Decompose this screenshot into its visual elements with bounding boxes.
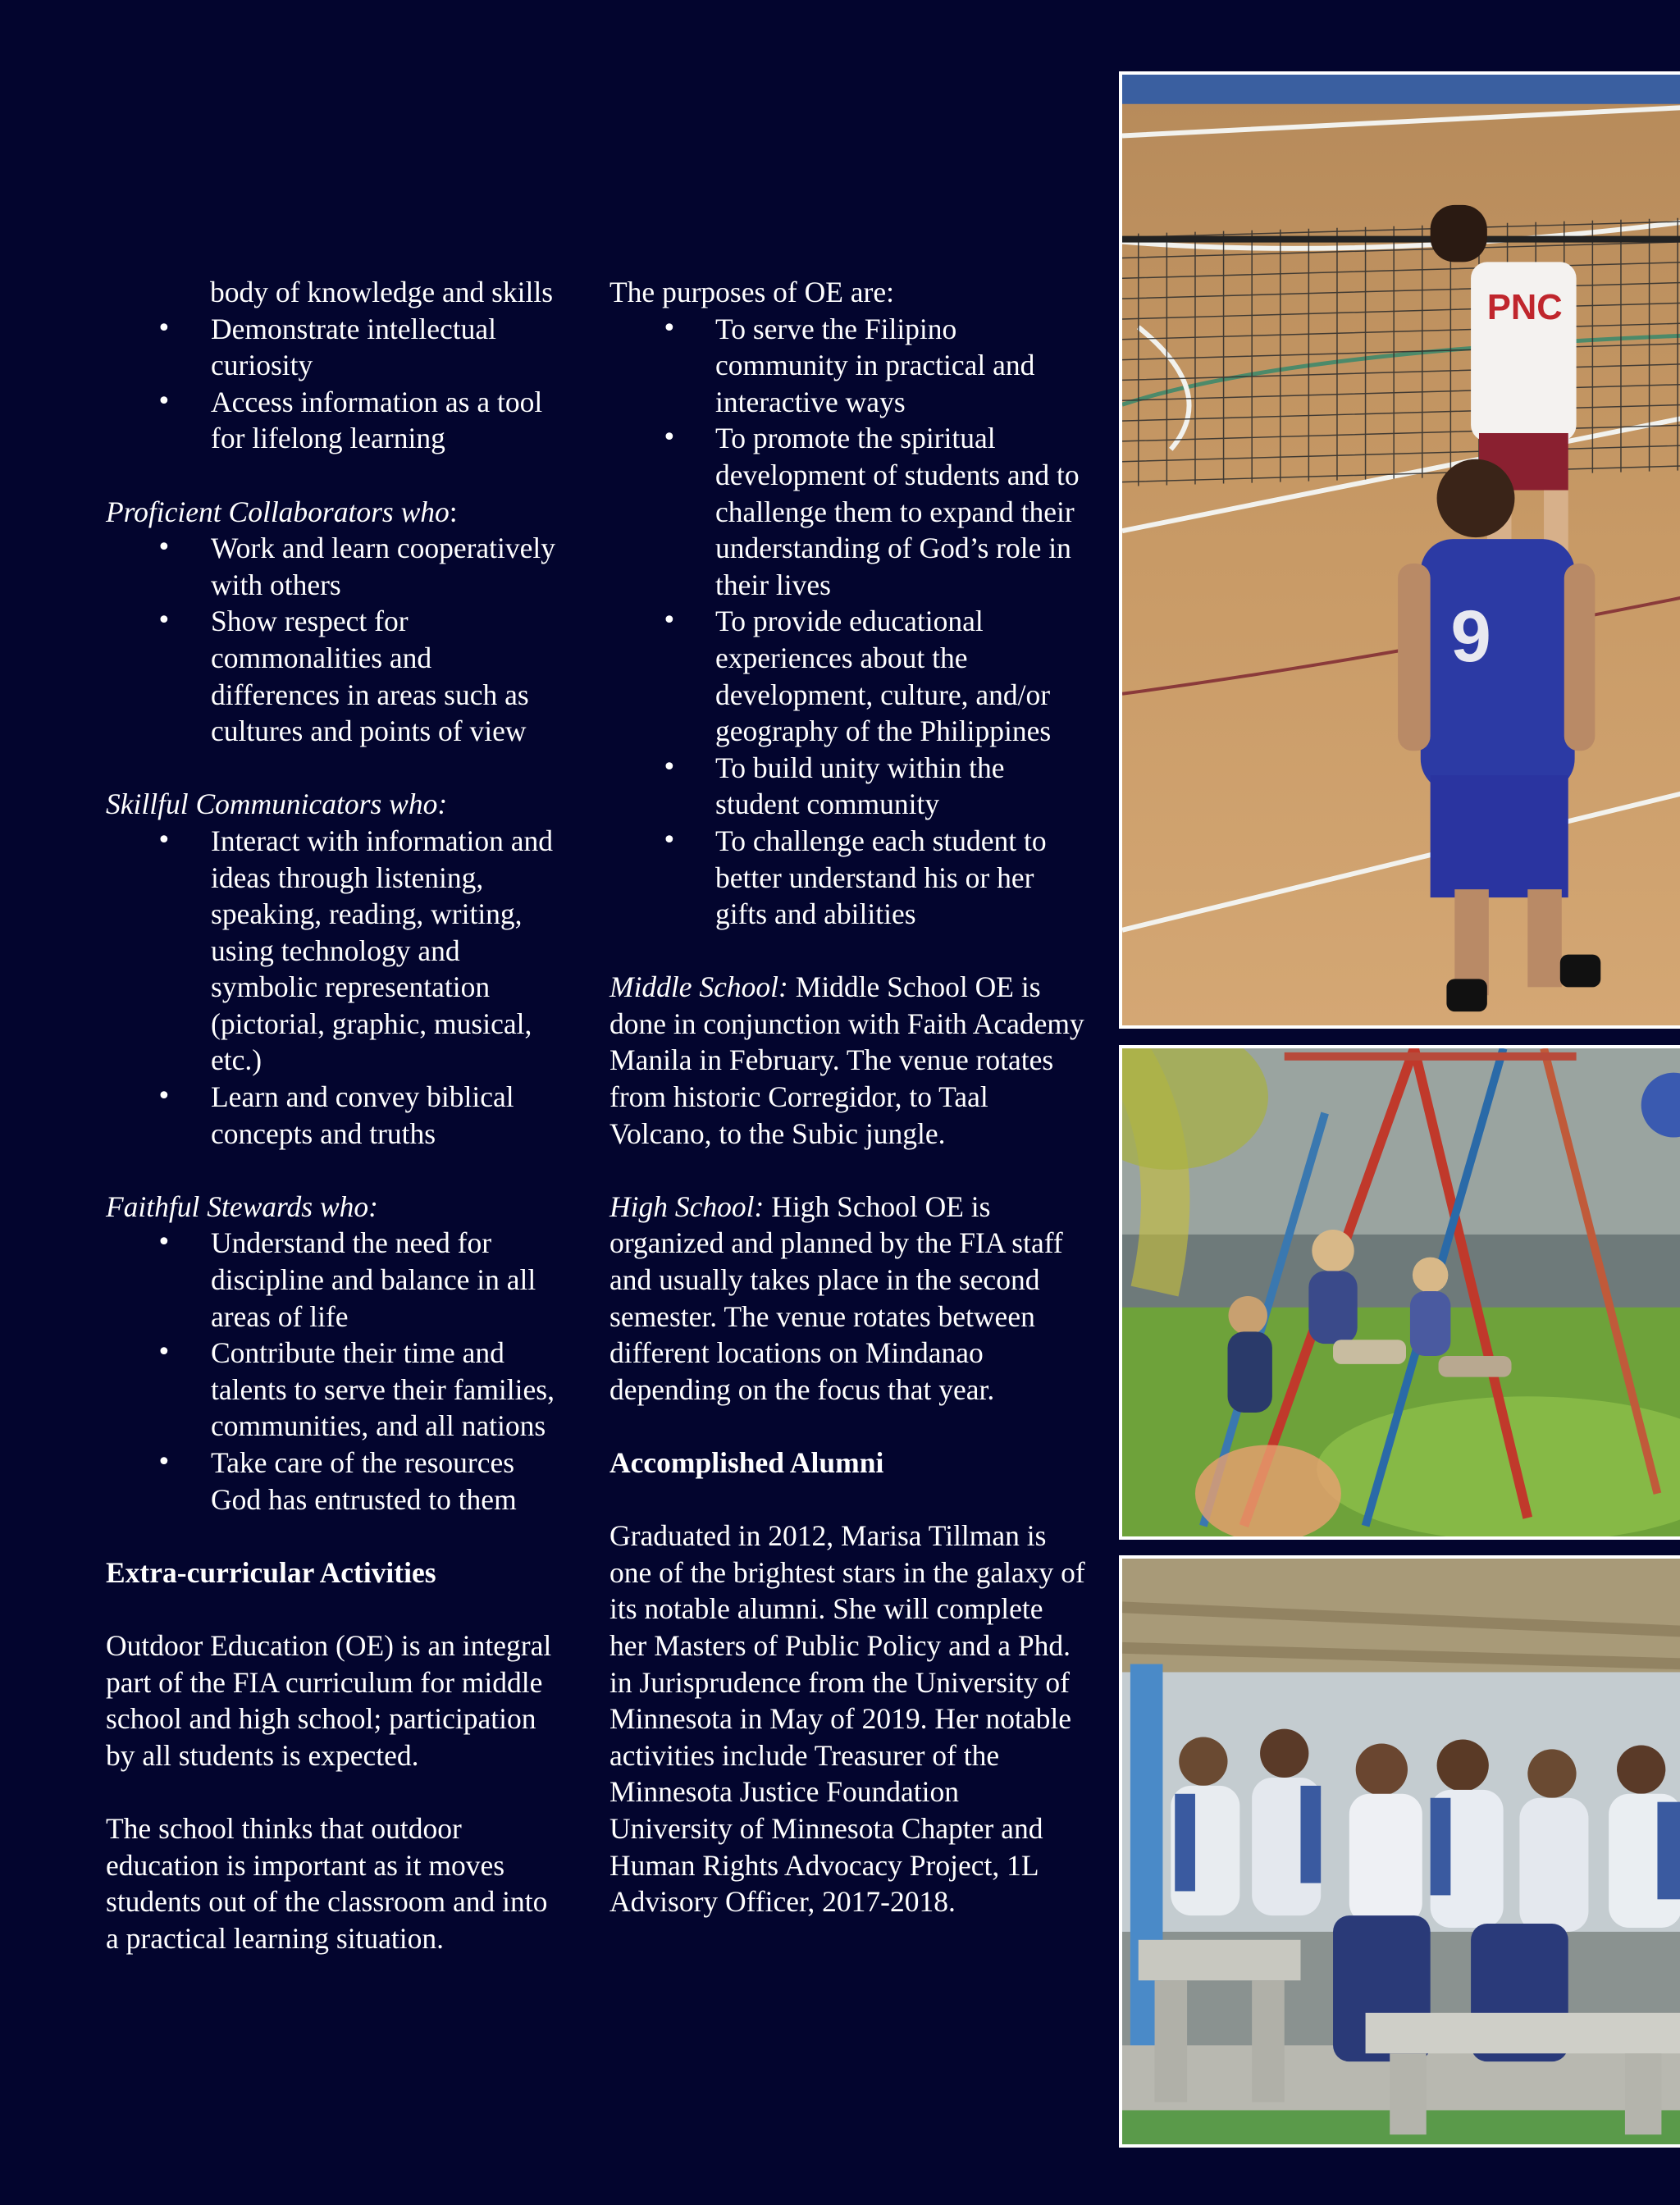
outcomes-list-continued bbox=[106, 311, 565, 457]
list-item: • Take care of the resources God has entrusted to them bbox=[106, 1445, 565, 1518]
list-item: • Understand the need for discipline and balance in all areas of life bbox=[106, 1225, 565, 1335]
communicators-heading: Skillful Communicators who: bbox=[106, 788, 448, 821]
shirt-text: PNC bbox=[1486, 287, 1563, 327]
list-item: • To promote the spiritual development of students and to challenge them to expand their understanding of God’s role in their lives bbox=[609, 420, 1087, 603]
list-item: • To build unity within the student community bbox=[609, 750, 1087, 823]
communicators-list bbox=[106, 823, 565, 1152]
list-item: • Interact with information and ideas through listening, speaking, reading, writing, using technology and symbolic representation (pictorial, graphic, musical, etc.) bbox=[106, 823, 565, 1079]
playground-photo bbox=[1119, 1045, 1680, 1540]
alumni-paragraph: Graduated in 2012, Marisa Tillman is one of the brightest stars in the galaxy of its notable alumni. She will complete her Masters of Public Policy and a Phd. in Jurisprudence from the University of Minnesota in May of 2019. Her notable activities include Treasurer of the Minnesota Justice Foundation University of Minnesota Chapter and Human Rights Advocacy Project, 1L Advisory Officer, 2017-2018. bbox=[609, 1519, 1085, 1919]
collaborators-heading: Proficient Collaborators who: bbox=[106, 495, 458, 528]
list-item: • Access information as a tool for lifelong learning bbox=[106, 384, 565, 457]
stewards-list bbox=[106, 1225, 565, 1518]
middle-school-label: Middle School: bbox=[609, 970, 788, 1004]
purposes-intro: The purposes of OE are: bbox=[609, 276, 894, 308]
students-photo bbox=[1119, 1555, 1680, 2148]
middle-column bbox=[609, 274, 1087, 1920]
alumni-heading: Accomplished Alumni bbox=[609, 1446, 884, 1479]
list-item: • Demonstrate intellectual curiosity bbox=[106, 311, 565, 384]
list-item: • Learn and convey biblical concepts and truths bbox=[106, 1079, 565, 1152]
middle-school-paragraph: Middle School: Middle School OE is done in conjunction with Faith Academy Manila in February. The venue rotates from historic Corregidor, to Taal Volcano, to the Subic jungle. bbox=[609, 970, 1084, 1150]
list-item: • Show respect for commonalities and differences in areas such as cultures and points of view bbox=[106, 603, 565, 749]
extra-curricular-heading: Extra-curricular Activities bbox=[106, 1555, 436, 1589]
school-paragraph: The school thinks that outdoor education is important as it moves students out of the classroom and into a practical learning situation. bbox=[106, 1811, 548, 1955]
oe-paragraph: Outdoor Education (OE) is an integral part of the FIA curriculum for middle school and high school; participation by all students is expected. bbox=[106, 1628, 552, 1772]
list-item: • To provide educational experiences about the development, culture, and/or geography of the Philippines bbox=[609, 603, 1087, 749]
purposes-list bbox=[609, 311, 1087, 933]
high-school-paragraph: High School: High School OE is organized and planned by the FIA staff and usually takes place in the second semester. The venue rotates between different locations on Mindanao depending on the focus that year. bbox=[609, 1189, 1063, 1406]
list-item: • Contribute their time and talents to serve their families, communities, and all nations bbox=[106, 1335, 565, 1445]
volleyball-photo bbox=[1119, 71, 1680, 1029]
list-item: • Work and learn cooperatively with others bbox=[106, 530, 565, 603]
jersey-number: 9 bbox=[1450, 594, 1491, 678]
left-column bbox=[106, 274, 565, 1956]
stewards-heading: Faithful Stewards who: bbox=[106, 1189, 378, 1223]
list-item: • To challenge each student to better understand his or her gifts and abilities bbox=[609, 823, 1087, 933]
high-school-label: High School: bbox=[609, 1189, 765, 1223]
collaborators-list bbox=[106, 530, 565, 750]
continued-list-item: body of knowledge and skills bbox=[210, 276, 554, 308]
list-item: • To serve the Filipino community in practical and interactive ways bbox=[609, 311, 1087, 421]
